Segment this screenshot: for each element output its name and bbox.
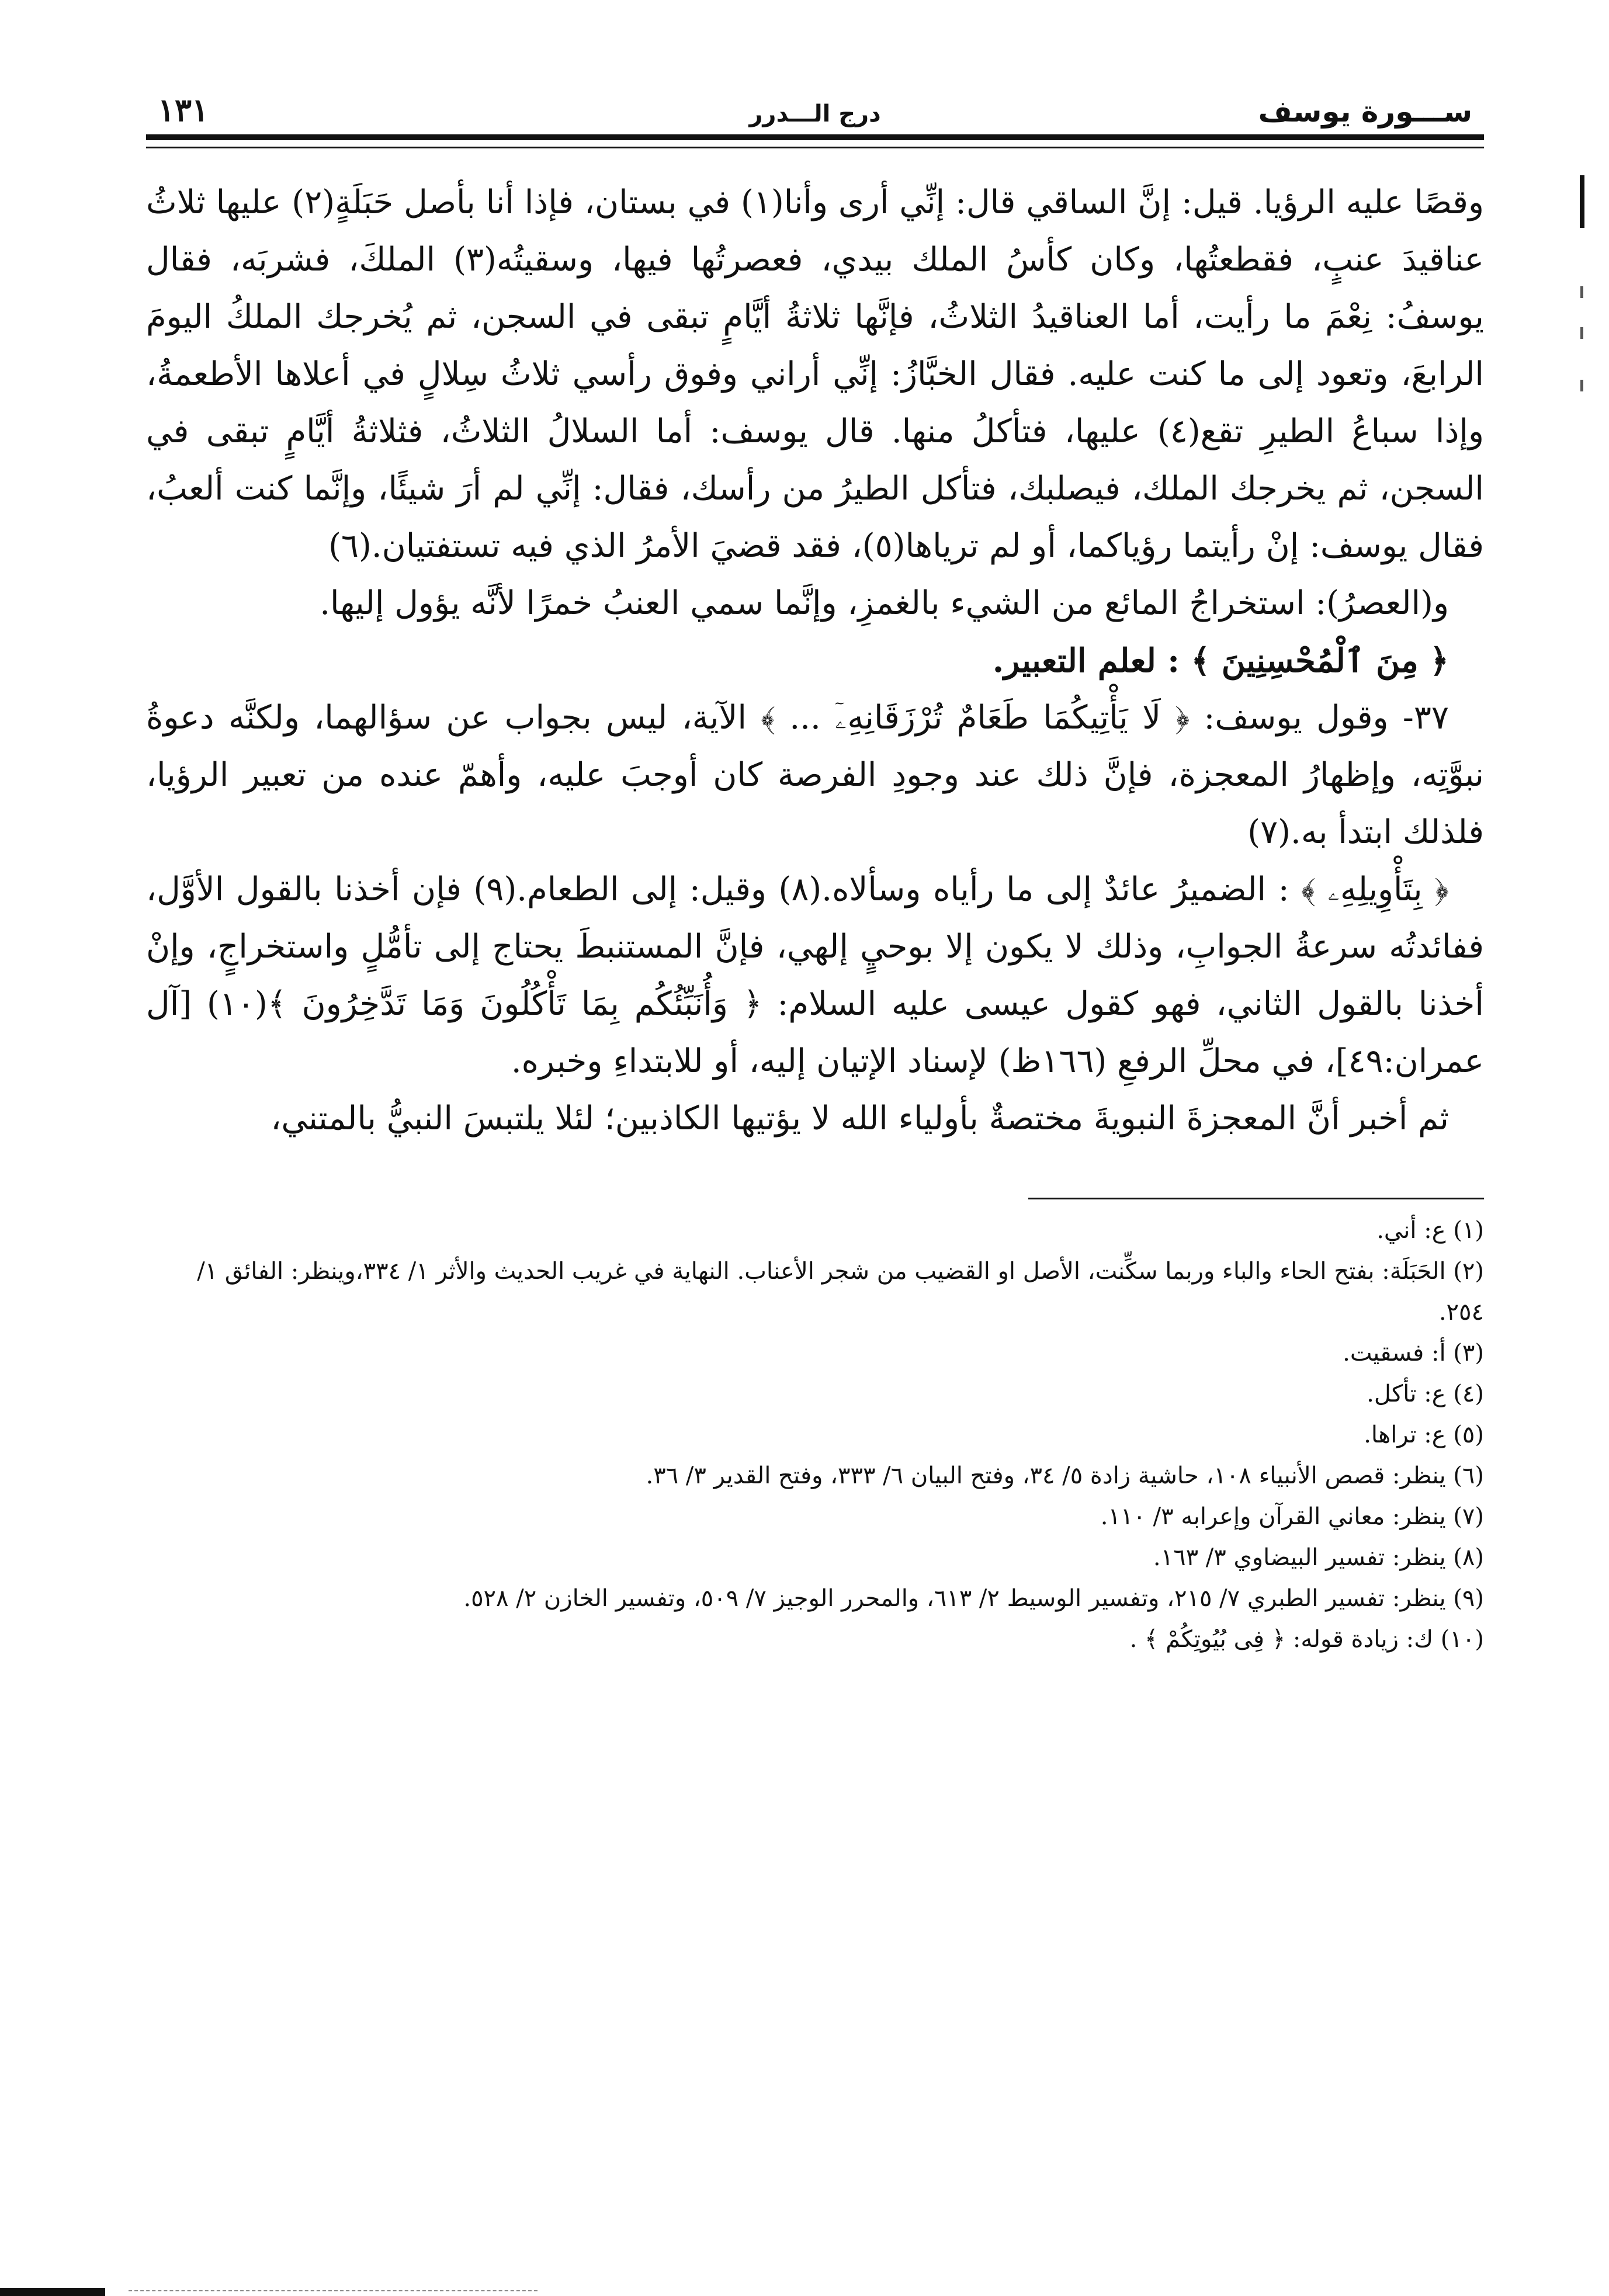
scan-margin-dot (1580, 380, 1583, 391)
footnote: (٢) الحَبَلَة: بفتح الحاء والباء وربما سكِّنت، الأصل او القضيب من شجر الأعناب. النهاية في غريب الحديث والأثر ١/ ٣٣٤،وينظر: الفائق ١/ ٢٥٤. (197, 1258, 1484, 1326)
paragraph: ٣٧- وقول يوسف: ﴿ لَا يَأْتِيكُمَا طَعَامٌ تُرْزَقَانِهِۦٓ ... ﴾ الآية، ليس بجواب عن سؤالهما، ولكنَّه دعوةُ نبوَّتِه، وإظهارُ المعجزة، فإنَّ ذلك عند وجودِ الفرصة كان أوجبَ عليه، وأهمّ عنده من تعبير الرؤيا، فلذلك ابتدأ به.(٧) (146, 699, 1484, 851)
main-text (146, 174, 1484, 1147)
book-page (146, 82, 1484, 2243)
footnote: (١) ع: أني. (1376, 1217, 1484, 1244)
footnote: (٤) ع: تأكل. (1367, 1381, 1484, 1407)
paragraph: و(العصرُ): استخراجُ المائع من الشيء بالغمزِ، وإنَّما سمي العنبُ خمرًا لأنَّه يؤول إليها. (320, 584, 1449, 622)
footnotes (146, 1210, 1484, 1660)
paragraph: وقصًا عليه الرؤيا. قيل: إنَّ الساقي قال: إنِّي أرى وأنا(١) في بستان، فإذا أنا بأصل حَبَلَةٍ(٢) عليها ثلاثُ عناقيدَ عنبٍ، فقطعتُها، وكان كأسُ الملك بيدي، فعصرتُها فيها، وسقيتُه(٣) الملكَ، فشربَه، فقال يوسفُ: نِعْمَ ما رأيت، أما العناقيدُ الثلاثُ، فإنَّها ثلاثةُ أيَّامٍ تبقى في السجن، ثم يُخرجك الملكُ اليومَ الرابعَ، وتعود إلى ما كنت عليه. فقال الخبَّازُ: إنِّي أراني وفوق رأسي ثلاثُ سِلالٍ في أعلاها الأطعمةُ، وإذا سباعُ الطيرِ تقع(٤) عليها، فتأكلُ منها. قال يوسف: أما السلالُ الثلاثُ، فثلاثةُ أيَّامٍ تبقى في السجن، ثم يخرجك الملك، فيصلبك، فتأكل الطيرُ من رأسك، فقال: إنِّي لم أرَ شيئًا، وإنَّما كنت ألعبُ، فقال يوسف: إنْ رأيتما رؤياكما، أو لم ترياها(٥)، فقد قضيَ الأمرُ الذي فيه تستفتيان.(٦) (146, 183, 1484, 565)
footnote: (٩) ينظر: تفسير الطبري ٧/ ٢١٥، وتفسير الوسيط ٢/ ٦١٣، والمحرر الوجيز ٧/ ٥٠٩، وتفسير الخازن ٢/ ٥٢٨. (463, 1585, 1484, 1612)
scan-margin-marks (1575, 134, 1587, 438)
book-title: درج الـــدرر (749, 100, 881, 127)
footnote: (٧) ينظر: معاني القرآن وإعرابه ٣/ ١١٠. (1100, 1503, 1484, 1530)
footnote: (١٠) ك: زيادة قوله: ﴿ فِى بُيُوتِكُمْ ﴾ . (1129, 1626, 1484, 1653)
footnote: (٥) ع: تراها. (1364, 1421, 1484, 1448)
footnote: (٨) ينظر: تفسير البيضاوي ٣/ ١٦٣. (1153, 1544, 1484, 1571)
scan-edge-mark (0, 2288, 105, 2296)
footnote: (٦) ينظر: قصص الأنبياء ١٠٨، حاشية زادة ٥/ ٣٤، وفتح البيان ٦/ ٣٣٣، وفتح القدير ٣/ ٣٦. (646, 1462, 1484, 1489)
footnote: (٣) أ: فسقيت. (1343, 1340, 1484, 1366)
scan-edge-line (129, 2290, 538, 2292)
paragraph: ﴿ بِتَأْوِيلِهِۦ ﴾ : الضميرُ عائدٌ إلى ما رأياه وسألاه.(٨) وقيل: إلى الطعام.(٩) فإن أخذنا بالقول الأوَّل، ففائدتُه سرعةُ الجوابِ، وذلك لا يكون إلا بوحيٍ إلهي، فإنَّ المستنبطَ يحتاج إلى تأمُّلٍ واستخراجٍ، وإنْ أخذنا بالقول الثاني، فهو كقول عيسى عليه السلام: ﴿ وَأُنَبِّئُكُم بِمَا تَأْكُلُونَ وَمَا تَدَّخِرُونَ ﴾(١٠) [آل عمران:٤٩]، في محلِّ الرفعِ (١٦٦ظ) لإسناد الإتيان إليه، أو للابتداءِ وخبره. (146, 870, 1485, 1080)
paragraph: ﴿ مِنَ ٱلْمُحْسِنِينَ ﴾ : لعلم التعبير. (992, 641, 1449, 680)
running-header (146, 82, 1484, 140)
scan-margin-dot (1580, 327, 1583, 339)
surah-title: ســـورة يوسف (1258, 95, 1472, 129)
page-number: ١٣١ (158, 91, 209, 129)
footnote-separator (1028, 1198, 1484, 1199)
scan-margin-dot (1580, 286, 1583, 298)
paragraph: ثم أخبر أنَّ المعجزةَ النبويةَ مختصةٌ بأولياء الله لا يؤتيها الكاذبين؛ لئلا يلتبسَ النبيُّ بالمتني، (271, 1100, 1449, 1137)
scan-margin-bar (1580, 175, 1584, 228)
